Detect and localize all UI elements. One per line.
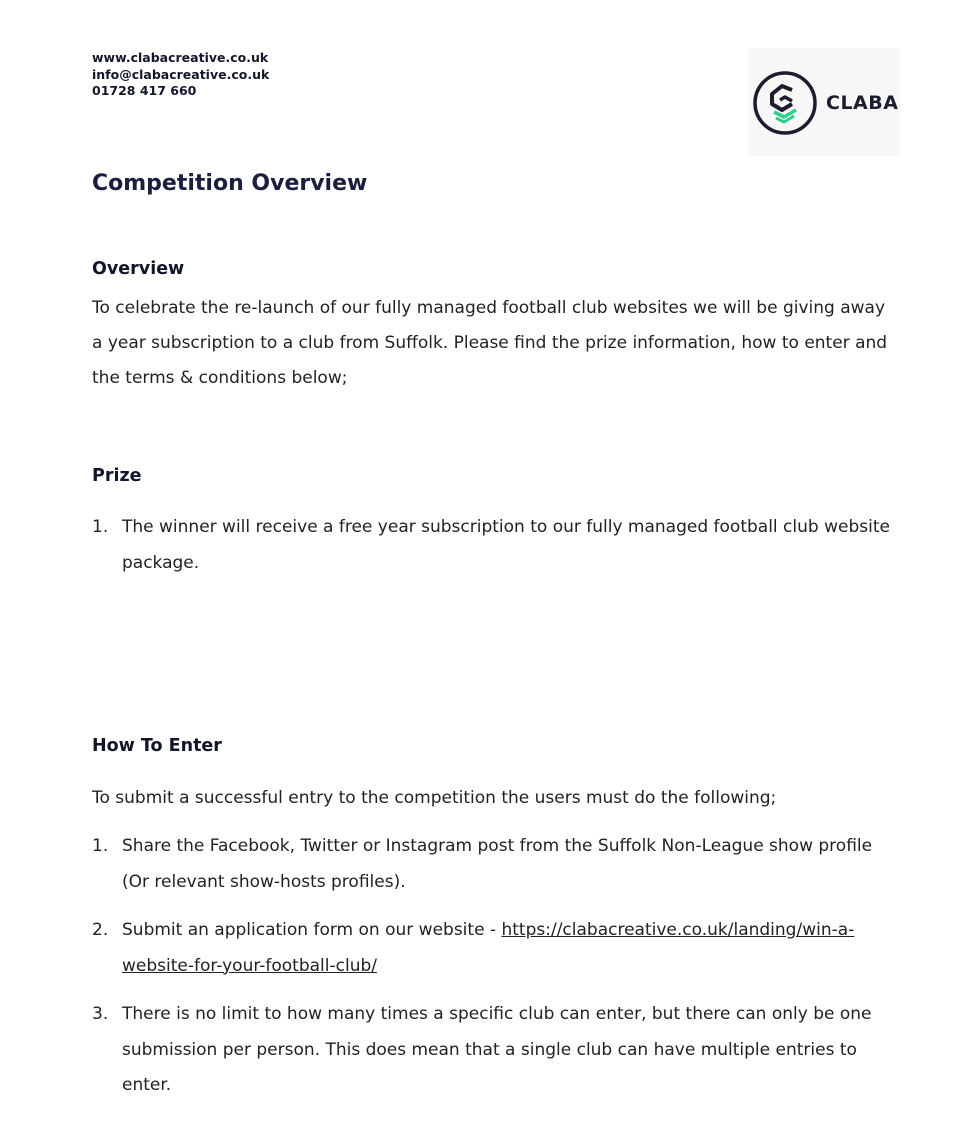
list-number: 2. [92, 920, 109, 940]
how-to-enter-list [92, 829, 897, 1104]
overview-heading: Overview [92, 259, 185, 279]
claba-logo [748, 48, 900, 156]
list-item [92, 913, 897, 984]
list-item [92, 997, 897, 1104]
list-item [92, 829, 897, 900]
website-text: www.clabacreative.co.uk [92, 50, 269, 65]
list-number: 3. [92, 1004, 109, 1024]
prize-list [92, 510, 897, 581]
phone-text: 01728 417 660 [92, 83, 197, 98]
list-item-text: The winner will receive a free year subscription to our fully managed football club website package. [122, 517, 890, 573]
list-item-text: Submit an application form on our website - [122, 920, 502, 940]
list-number: 1. [92, 836, 109, 856]
list-number: 1. [92, 517, 109, 537]
contact-details [92, 50, 269, 100]
overview-paragraph: To celebrate the re-launch of our fully managed football club websites we will be giving away a year subscription to a club from Suffolk. Please find the prize information, how to enter and the terms & conditions below; [92, 298, 888, 388]
prize-heading: Prize [92, 466, 142, 486]
list-item [92, 510, 897, 581]
page-title: Competition Overview [92, 171, 368, 196]
how-to-enter-heading: How To Enter [92, 736, 222, 756]
claba-logo-icon [752, 70, 818, 136]
email-text: info@clabacreative.co.uk [92, 66, 270, 82]
list-item-text: There is no limit to how many times a specific club can enter, but there can only be one submission per person. This does mean that a single club can have multiple entries to enter. [122, 1004, 872, 1095]
list-item-text: Share the Facebook, Twitter or Instagram post from the Suffolk Non-League show profile (Or relevant show-hosts profiles). [122, 836, 873, 892]
competition-link[interactable]: https://clabacreative.co.uk/landing/win-a-website-for-your-football-club/ [122, 920, 855, 976]
logo-wordmark: CLABA [826, 92, 899, 114]
how-to-enter-intro: To submit a successful entry to the competition the users must do the following; [92, 788, 777, 808]
